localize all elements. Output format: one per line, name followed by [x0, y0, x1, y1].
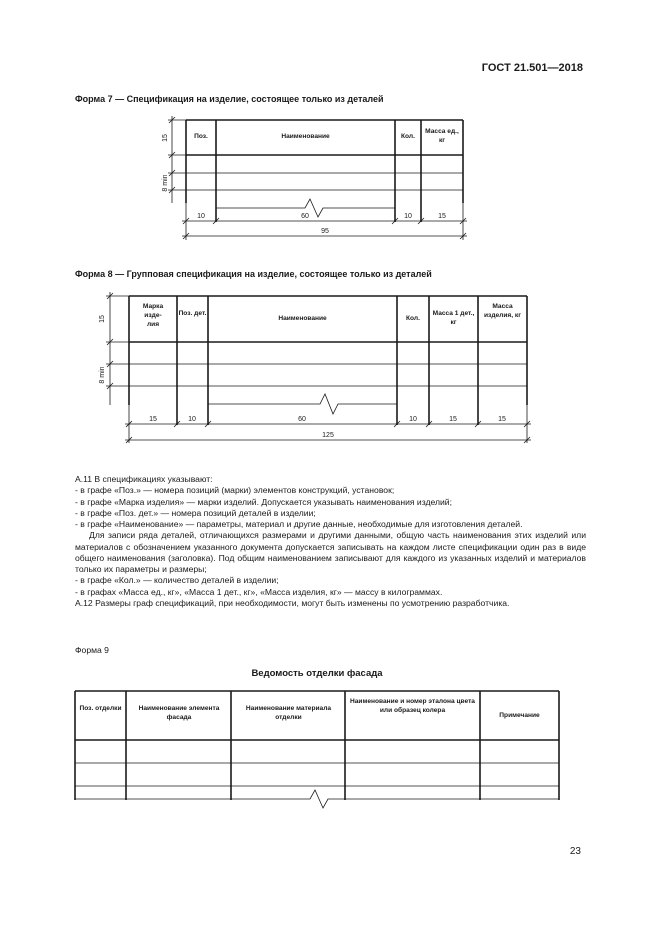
form9-col-color: Наименование и номер эталона цвета или образец колера [350, 698, 475, 714]
list-item-pos: - в графе «Поз.» — номера позиций (марки) элементов конструкций, установок; [75, 485, 395, 496]
form8-width-mark: 15 [149, 416, 157, 423]
paragraph-a12: А.12 Размеры граф спецификаций, при необходимости, могут быть изменены по усмотрению разработчика. [75, 597, 510, 608]
form7-col-pos: Поз. [194, 133, 208, 140]
form7-col-qty: Кол. [401, 133, 415, 140]
form7-header-height: 15 [162, 134, 169, 142]
form8-col-qty: Кол. [406, 315, 420, 322]
list-item-name: - в графе «Наименование» — параметры, материал и другие данные, необходимые для изготовления деталей. [75, 519, 523, 529]
form9-col-material: Наименование материала отделки [245, 705, 332, 721]
form8-width-pos: 10 [188, 416, 196, 423]
form8-width-qty: 10 [409, 416, 417, 423]
form7-width-qty: 10 [404, 213, 412, 220]
form7-col-mass: Масса ед., кг [425, 128, 459, 144]
form7-caption: Форма 7 — Спецификация на изделие, состоящее только из деталей [75, 94, 384, 104]
form8-col-mass2: Масса изделия, кг [484, 303, 521, 319]
form7-width-mass: 15 [438, 213, 446, 220]
form7-width-name: 60 [301, 213, 309, 220]
form9-col-pos: Поз. отделки [79, 705, 122, 712]
form7-col-name: Наименование [281, 133, 330, 140]
form8-col-pos: Поз. дет. [178, 310, 207, 317]
list-item-mark: - в графе «Марка изделия» — марки изделий. Допускается указывать наименования изделий; [75, 496, 452, 507]
form8-row-height: 8 min [99, 366, 106, 384]
form8-width-name: 60 [298, 416, 306, 423]
form8-width-mass1: 15 [449, 416, 457, 423]
form8-total-width: 125 [322, 432, 334, 439]
form7-width-pos: 10 [197, 213, 205, 220]
document-code: ГОСТ 21.501—2018 [481, 62, 583, 74]
form8-col-mark: Марка изде-лия [142, 303, 164, 328]
form9-col-note: Примечание [499, 712, 540, 719]
form8-col-name: Наименование [278, 315, 327, 322]
form8-header-height: 15 [99, 315, 106, 323]
form7-total-width: 95 [321, 228, 329, 235]
paragraph-details: Для записи ряда деталей, отличающихся размерами и другими данными, общую часть наименования этих изделий или материалов с обозначением указанного документа допускается записывать на каждом листе спецификации один раз в виде общего наименования (заголовка). Под общим наименованием записывают для каждого из указанных изделий и материалов только их параметры и размеры; [75, 530, 586, 574]
form8-width-mass2: 15 [498, 416, 506, 423]
form9-col-element: Наименование элемента фасада [138, 705, 220, 721]
list-item-qty: - в графе «Кол.» — количество деталей в изделии; [75, 575, 279, 586]
form8-col-mass1: Масса 1 дет., кг [432, 310, 475, 326]
form8-caption: Форма 8 — Групповая спецификация на изделие, состоящее только из деталей [75, 269, 432, 279]
form7-row-height: 8 min [162, 174, 169, 192]
form9-title: Ведомость отделки фасада [251, 668, 383, 679]
page-number: 23 [569, 846, 581, 857]
list-item-pos-det: - в графе «Поз. дет.» — номера позиций деталей в изделии; [75, 507, 316, 518]
form9-label: Форма 9 [75, 645, 109, 655]
paragraph-a11: А.11 В спецификациях указывают: [75, 474, 213, 484]
list-item-mass: - в графах «Масса ед., кг», «Масса 1 дет., кг», «Масса изделия, кг» — массу в килограммах. [75, 586, 443, 597]
